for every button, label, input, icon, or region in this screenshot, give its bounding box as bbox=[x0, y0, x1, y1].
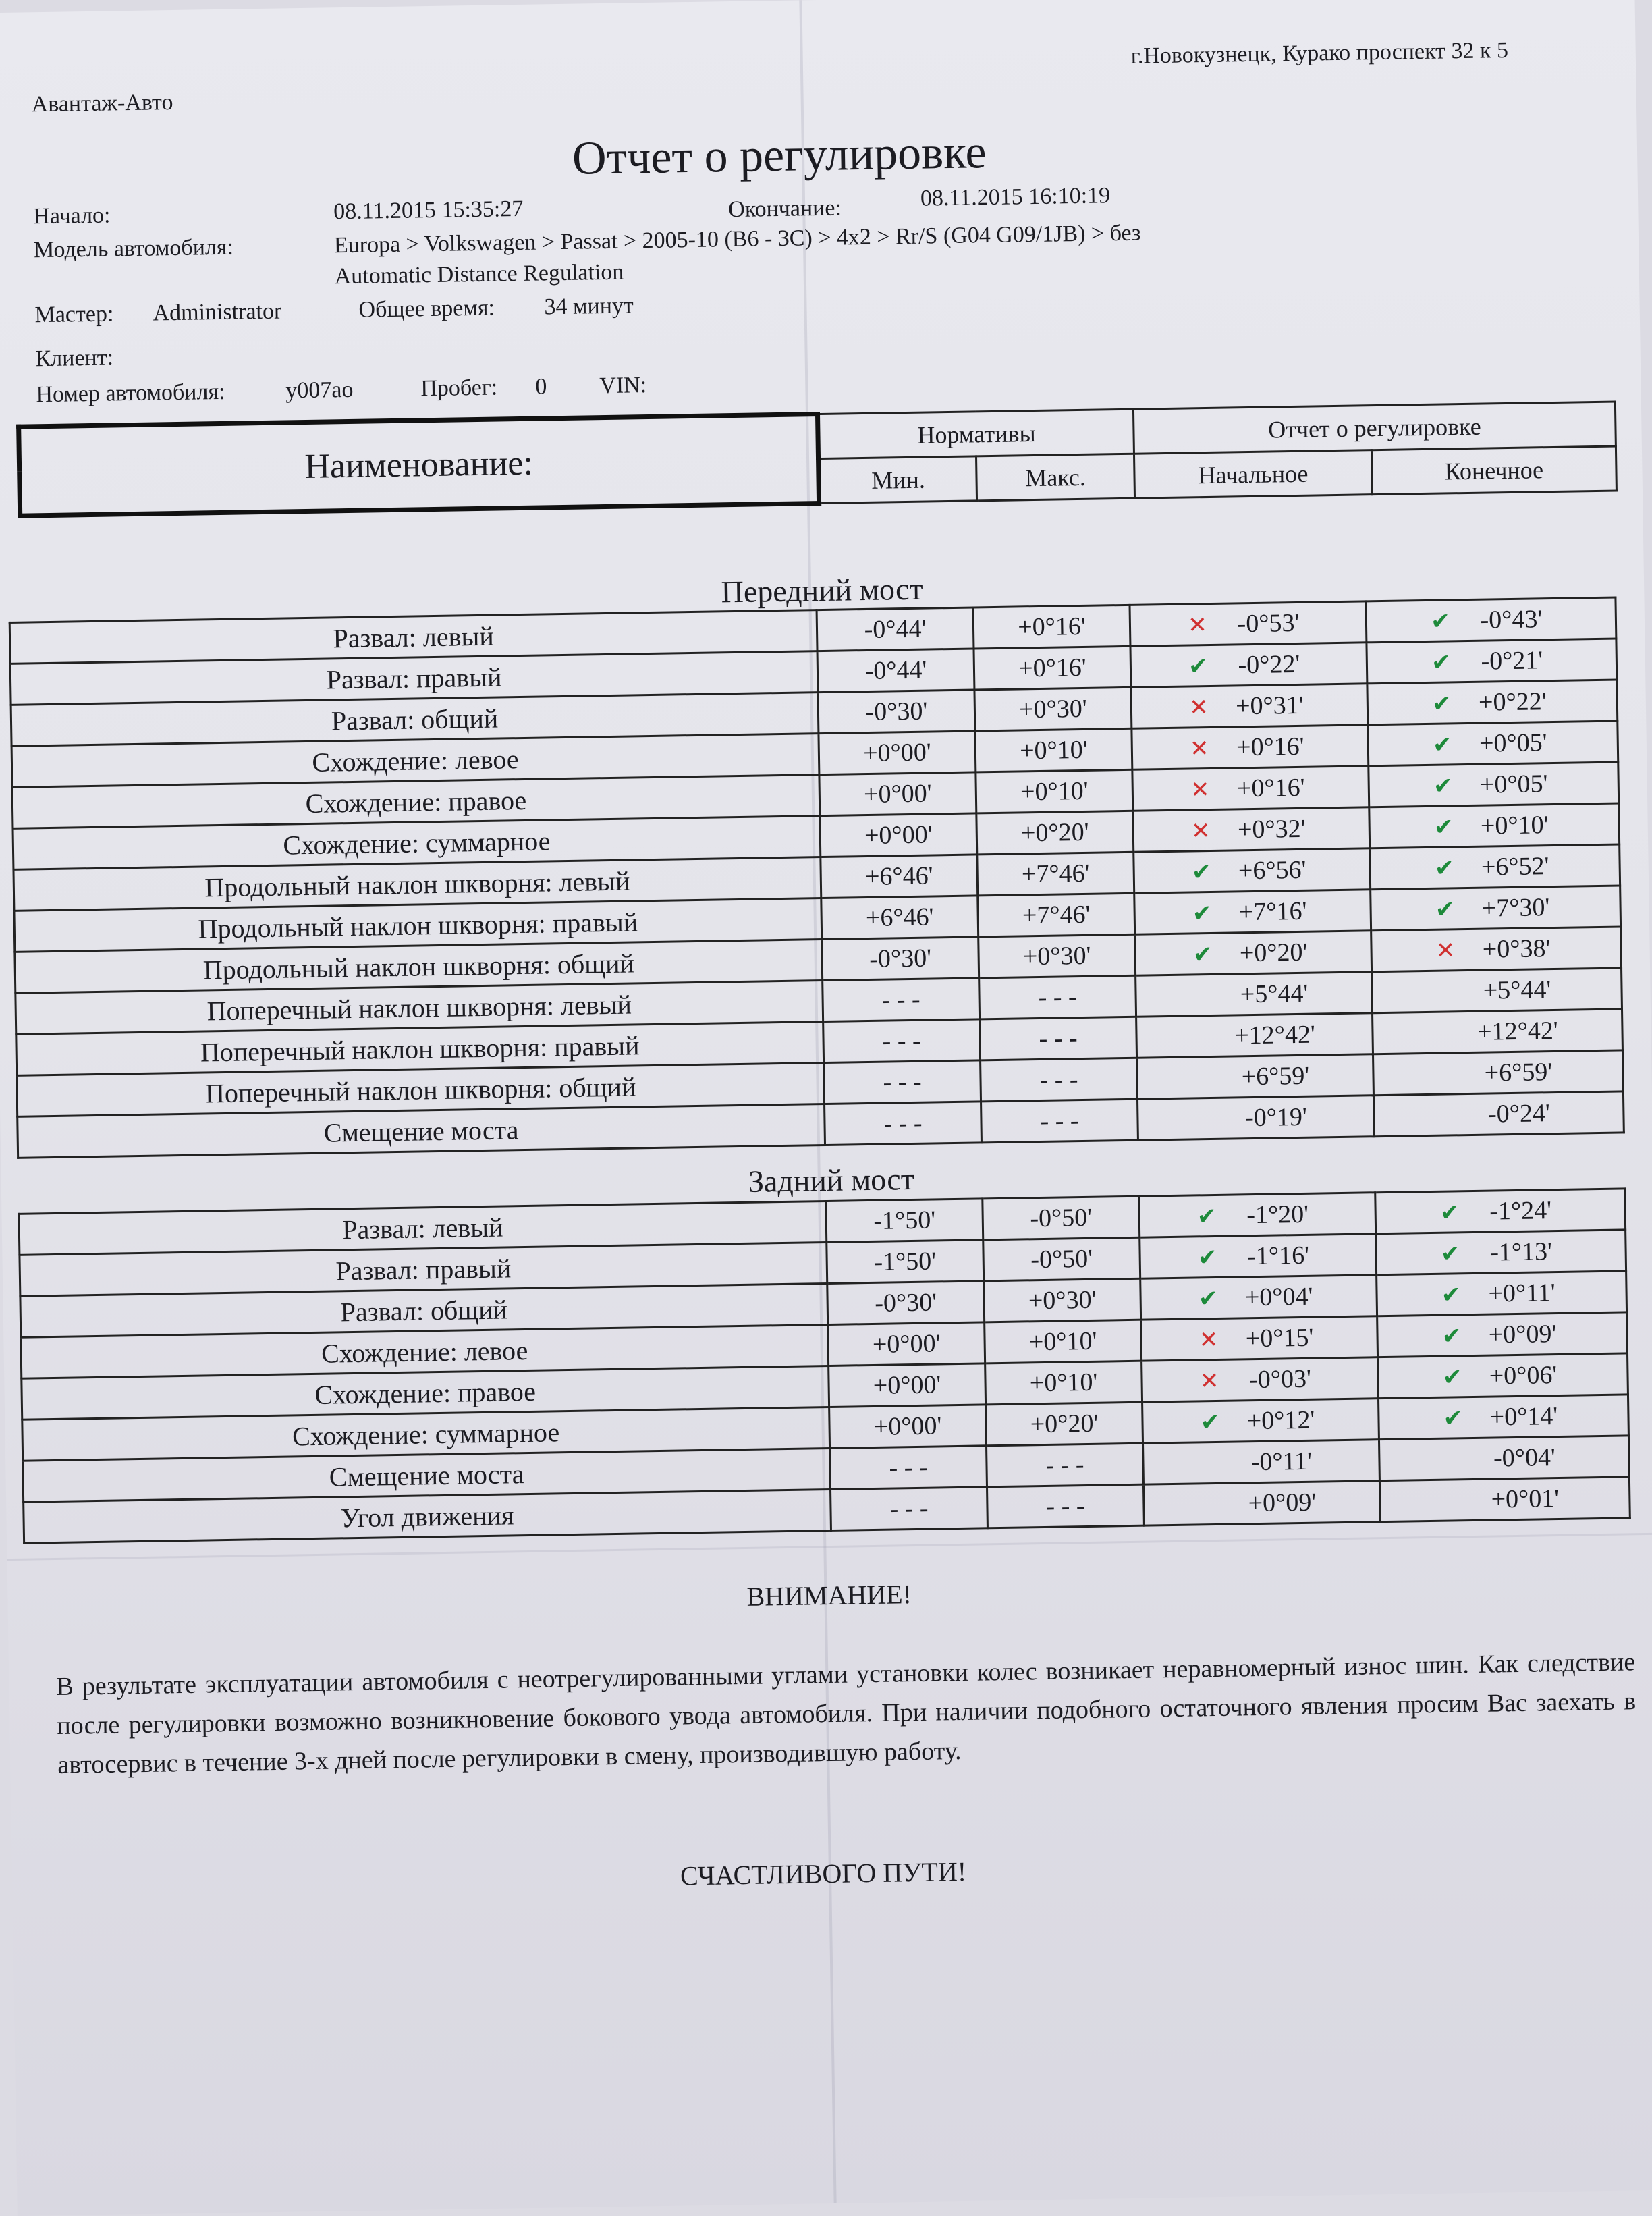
row-min: - - - bbox=[823, 1019, 981, 1063]
row-final bbox=[1378, 1353, 1628, 1399]
row-final bbox=[1379, 1395, 1629, 1440]
row-final bbox=[1373, 1091, 1624, 1137]
company-name: Авантаж-Авто bbox=[31, 90, 173, 117]
cross-icon: ✕ bbox=[1199, 1367, 1219, 1395]
empty-mark bbox=[1434, 1508, 1475, 1509]
row-initial-value: +6°56' bbox=[1238, 855, 1306, 886]
row-final-value: -0°21' bbox=[1481, 646, 1543, 676]
row-initial bbox=[1135, 931, 1372, 975]
end-value: 08.11.2015 16:10:19 bbox=[920, 183, 1111, 211]
row-max: +0°10' bbox=[976, 769, 1133, 813]
empty-mark bbox=[1184, 1085, 1225, 1086]
check-icon: ✔ bbox=[1442, 1363, 1462, 1391]
row-final-value: +6°59' bbox=[1484, 1058, 1553, 1087]
row-initial bbox=[1130, 601, 1367, 646]
header-final: Конечное bbox=[1371, 446, 1616, 495]
row-max: - - - bbox=[981, 1099, 1138, 1143]
check-icon: ✔ bbox=[1192, 899, 1212, 927]
check-icon: ✔ bbox=[1200, 1408, 1220, 1436]
row-max: +0°20' bbox=[986, 1402, 1143, 1446]
check-icon: ✔ bbox=[1432, 731, 1452, 759]
row-min: - - - bbox=[823, 978, 980, 1022]
mileage-label: Пробег: bbox=[420, 375, 498, 402]
row-final-value: +0°09' bbox=[1488, 1320, 1557, 1349]
row-final-value: -0°43' bbox=[1480, 605, 1543, 634]
row-final bbox=[1376, 1230, 1626, 1275]
client-label: Клиент: bbox=[35, 345, 114, 372]
check-icon: ✔ bbox=[1433, 813, 1454, 841]
row-final bbox=[1375, 1189, 1626, 1234]
row-final bbox=[1369, 803, 1620, 848]
row-initial bbox=[1131, 684, 1368, 728]
rear-axle-table bbox=[18, 1187, 1630, 1544]
row-initial-value: -1°20' bbox=[1246, 1199, 1309, 1230]
row-final bbox=[1377, 1312, 1628, 1357]
page-title: Отчет о регулировке bbox=[572, 126, 987, 185]
table-header bbox=[16, 399, 1618, 518]
row-initial-value: +6°59' bbox=[1241, 1061, 1310, 1091]
farewell: СЧАСТЛИВОГО ПУТИ! bbox=[680, 1856, 967, 1891]
row-final bbox=[1379, 1477, 1630, 1522]
row-final-value: -0°04' bbox=[1493, 1443, 1556, 1473]
row-initial bbox=[1132, 725, 1369, 769]
row-max: -0°50' bbox=[983, 1196, 1140, 1240]
row-initial bbox=[1139, 1193, 1376, 1237]
row-name: Продольный наклон шкворня: общий bbox=[15, 940, 823, 994]
row-name: Схождение: суммарное bbox=[22, 1407, 830, 1461]
row-final-value: +12°42' bbox=[1477, 1016, 1559, 1046]
header-min: Мин. bbox=[819, 456, 977, 504]
row-max: +0°10' bbox=[985, 1361, 1142, 1405]
row-initial bbox=[1142, 1399, 1379, 1443]
total-time-value: 34 минут bbox=[544, 293, 634, 320]
row-min: -0°30' bbox=[827, 1281, 985, 1325]
check-icon: ✔ bbox=[1192, 940, 1213, 969]
master-label: Мастер: bbox=[34, 301, 114, 328]
cross-icon: ✕ bbox=[1199, 1326, 1219, 1354]
row-final bbox=[1369, 762, 1619, 807]
row-final-value: -1°13' bbox=[1489, 1237, 1553, 1267]
row-final bbox=[1373, 1050, 1623, 1096]
cross-icon: ✕ bbox=[1187, 612, 1208, 639]
row-name: Поперечный наклон шкворня: общий bbox=[17, 1063, 825, 1117]
row-min: -0°44' bbox=[817, 607, 974, 651]
row-final-value: +6°52' bbox=[1481, 852, 1549, 882]
row-initial-value: -0°22' bbox=[1238, 649, 1300, 680]
row-final-value: +0°10' bbox=[1480, 811, 1549, 840]
check-icon: ✔ bbox=[1434, 855, 1454, 882]
model-line-2: Automatic Distance Regulation bbox=[334, 259, 624, 290]
empty-mark bbox=[1427, 1081, 1468, 1082]
row-max: +7°46' bbox=[978, 893, 1135, 937]
row-min: +0°00' bbox=[819, 772, 976, 816]
row-final bbox=[1371, 886, 1621, 931]
row-initial-value: +0°16' bbox=[1236, 732, 1304, 762]
row-max: - - - bbox=[981, 1058, 1138, 1102]
row-final bbox=[1377, 1271, 1627, 1316]
row-max: - - - bbox=[979, 975, 1136, 1019]
row-min: -1°50' bbox=[827, 1240, 984, 1284]
row-initial-value: +0°20' bbox=[1239, 938, 1308, 968]
row-name: Смещение моста bbox=[23, 1448, 831, 1502]
row-min: - - - bbox=[831, 1487, 988, 1531]
row-initial bbox=[1143, 1440, 1380, 1484]
row-max: +0°10' bbox=[975, 728, 1132, 772]
check-icon: ✔ bbox=[1431, 690, 1452, 718]
row-initial bbox=[1133, 807, 1370, 852]
start-value: 08.11.2015 15:35:27 bbox=[333, 196, 524, 225]
row-max: +0°20' bbox=[976, 811, 1134, 855]
plate-label: Номер автомобиля: bbox=[36, 379, 225, 408]
mileage-value: 0 bbox=[535, 374, 547, 400]
row-initial bbox=[1140, 1234, 1377, 1278]
row-name: Развал: общий bbox=[11, 693, 819, 747]
row-final bbox=[1372, 968, 1622, 1013]
row-final-value: -1°24' bbox=[1489, 1196, 1552, 1226]
row-initial-value: +0°15' bbox=[1245, 1323, 1314, 1353]
row-name: Продольный наклон шкворня: левый bbox=[13, 857, 821, 911]
row-initial-value: +7°16' bbox=[1238, 896, 1307, 927]
row-initial-value: -1°16' bbox=[1246, 1241, 1310, 1271]
row-initial bbox=[1142, 1357, 1379, 1402]
row-initial bbox=[1132, 766, 1369, 811]
header-report: Отчет о регулировке bbox=[1133, 402, 1616, 454]
row-initial-value: +0°16' bbox=[1236, 773, 1305, 803]
row-final-value: +0°05' bbox=[1479, 769, 1548, 799]
row-initial-value: -0°03' bbox=[1248, 1364, 1312, 1395]
row-initial bbox=[1141, 1316, 1378, 1361]
cross-icon: ✕ bbox=[1435, 937, 1456, 965]
vin-label: VIN: bbox=[599, 373, 647, 399]
row-final bbox=[1371, 927, 1622, 972]
row-name: Поперечный наклон шкворня: левый bbox=[16, 981, 823, 1035]
check-icon: ✔ bbox=[1430, 607, 1451, 635]
cross-icon: ✕ bbox=[1190, 817, 1211, 845]
check-icon: ✔ bbox=[1435, 896, 1455, 923]
row-final bbox=[1367, 639, 1617, 684]
end-label: Окончание: bbox=[727, 195, 842, 223]
row-min: +0°00' bbox=[828, 1322, 985, 1366]
row-name: Смещение моста bbox=[18, 1104, 825, 1158]
check-icon: ✔ bbox=[1197, 1243, 1217, 1272]
row-min: +6°46' bbox=[821, 855, 978, 898]
row-min: - - - bbox=[825, 1102, 982, 1145]
plate-value: у007ао bbox=[285, 377, 354, 404]
row-max: +0°30' bbox=[979, 934, 1136, 978]
row-final bbox=[1379, 1436, 1629, 1481]
row-initial bbox=[1136, 972, 1373, 1017]
row-initial-value: +0°04' bbox=[1244, 1282, 1313, 1312]
row-max: +0°10' bbox=[985, 1320, 1142, 1363]
row-max: -0°50' bbox=[983, 1237, 1140, 1281]
row-name: Продольный наклон шкворня: правый bbox=[14, 898, 822, 952]
empty-mark bbox=[1191, 1512, 1232, 1513]
row-initial bbox=[1130, 643, 1367, 687]
row-final-value: +7°30' bbox=[1481, 893, 1550, 923]
row-max: - - - bbox=[980, 1017, 1137, 1060]
row-name: Схождение: правое bbox=[12, 775, 820, 829]
model-line-1: Europa > Volkswagen > Passat > 2005-10 (B6 - 3C) > 4x2 > Rr/S (G04 G09/1JB) > без bbox=[333, 220, 1141, 259]
check-icon: ✔ bbox=[1439, 1199, 1460, 1226]
row-final bbox=[1367, 680, 1618, 725]
warning-title: ВНИМАНИЕ! bbox=[746, 1579, 912, 1612]
row-min: +0°00' bbox=[819, 731, 976, 775]
row-initial-value: +0°32' bbox=[1237, 814, 1306, 844]
row-final-value: +0°22' bbox=[1478, 687, 1547, 717]
row-final bbox=[1366, 597, 1616, 643]
row-initial bbox=[1140, 1275, 1377, 1320]
company-address: г.Новокузнецк, Курако проспект 32 к 5 bbox=[1130, 37, 1509, 69]
row-final-value: -0°24' bbox=[1487, 1099, 1551, 1129]
empty-mark bbox=[1183, 1003, 1223, 1004]
warning-text: В результате эксплуатации автомобиля с неотрегулированными углами установки колес возникает неравномерный износ шин. Как следствие после регулировки возможно возникновение бокового увода автомобиля. При наличии подобного остаточного явления просим Вас заехать в автосервис в течение 3-х дней после регулировки в смену, производившую работу. bbox=[56, 1648, 1636, 1780]
header-norms: Нормативы bbox=[818, 409, 1134, 458]
row-name: Схождение: левое bbox=[11, 734, 819, 788]
row-min: +6°46' bbox=[821, 896, 979, 940]
front-axle-table bbox=[9, 597, 1625, 1159]
row-min: - - - bbox=[824, 1060, 981, 1104]
header-max: Макс. bbox=[976, 454, 1135, 501]
row-initial bbox=[1137, 1054, 1374, 1099]
row-name: Развал: левый bbox=[19, 1201, 827, 1255]
cross-icon: ✕ bbox=[1188, 694, 1209, 722]
row-name: Развал: правый bbox=[20, 1243, 827, 1297]
empty-mark bbox=[1427, 1040, 1467, 1041]
cross-icon: ✕ bbox=[1189, 735, 1209, 763]
check-icon: ✔ bbox=[1433, 772, 1453, 800]
row-max: +7°46' bbox=[977, 852, 1134, 896]
row-final-value: +0°38' bbox=[1482, 934, 1551, 964]
row-initial-value: -0°53' bbox=[1237, 608, 1300, 639]
row-initial bbox=[1134, 848, 1371, 893]
check-icon: ✔ bbox=[1198, 1285, 1218, 1313]
row-initial bbox=[1136, 1013, 1373, 1058]
row-final bbox=[1370, 844, 1620, 890]
row-final bbox=[1368, 721, 1618, 766]
row-initial-value: +5°44' bbox=[1240, 979, 1309, 1009]
row-min: -1°50' bbox=[826, 1199, 983, 1243]
check-icon: ✔ bbox=[1196, 1202, 1217, 1231]
row-final-value: +0°11' bbox=[1488, 1278, 1555, 1308]
row-final-value: +0°05' bbox=[1479, 728, 1547, 758]
check-icon: ✔ bbox=[1440, 1240, 1460, 1268]
row-initial bbox=[1143, 1481, 1380, 1525]
row-final-value: +0°06' bbox=[1489, 1361, 1558, 1390]
row-max: +0°30' bbox=[984, 1278, 1141, 1322]
front-axle-title: Передний мост bbox=[721, 571, 923, 610]
row-final-value: +0°14' bbox=[1489, 1402, 1558, 1432]
row-min: - - - bbox=[830, 1446, 987, 1490]
header-initial: Начальное bbox=[1134, 450, 1372, 499]
row-min: +0°00' bbox=[820, 813, 977, 857]
row-initial-value: -0°19' bbox=[1244, 1102, 1308, 1133]
empty-mark bbox=[1426, 999, 1466, 1000]
row-max: +0°16' bbox=[973, 605, 1130, 649]
master-value: Administrator bbox=[153, 298, 282, 326]
row-initial-value: +0°12' bbox=[1246, 1405, 1315, 1436]
row-min: -0°44' bbox=[817, 649, 974, 693]
row-initial bbox=[1137, 1096, 1374, 1140]
start-label: Начало: bbox=[32, 202, 111, 229]
total-time-label: Общее время: bbox=[358, 295, 495, 323]
rear-axle-title: Задний мост bbox=[748, 1161, 915, 1199]
check-icon: ✔ bbox=[1431, 649, 1451, 676]
row-max: - - - bbox=[987, 1443, 1144, 1487]
check-icon: ✔ bbox=[1191, 858, 1211, 886]
row-name: Схождение: суммарное bbox=[13, 816, 821, 870]
check-icon: ✔ bbox=[1443, 1405, 1463, 1432]
header-name: Наименование: bbox=[19, 414, 819, 516]
row-min: +0°00' bbox=[829, 1405, 987, 1449]
row-initial-value: +12°42' bbox=[1234, 1020, 1316, 1050]
row-name: Развал: общий bbox=[20, 1284, 828, 1338]
row-min: -0°30' bbox=[822, 937, 979, 981]
row-name: Развал: правый bbox=[10, 651, 818, 705]
row-initial bbox=[1134, 890, 1371, 934]
row-final-value: +5°44' bbox=[1483, 975, 1551, 1005]
empty-mark bbox=[1184, 1044, 1224, 1045]
row-name: Развал: левый bbox=[9, 610, 817, 664]
row-min: -0°30' bbox=[818, 690, 975, 734]
row-final bbox=[1373, 1009, 1623, 1054]
row-name: Угол движения bbox=[24, 1489, 831, 1543]
row-initial-value: +0°31' bbox=[1235, 691, 1304, 721]
row-min: +0°00' bbox=[829, 1363, 986, 1407]
row-name: Схождение: правое bbox=[22, 1366, 829, 1420]
check-icon: ✔ bbox=[1441, 1322, 1462, 1350]
row-max: - - - bbox=[987, 1484, 1144, 1528]
row-name: Поперечный наклон шкворня: правый bbox=[16, 1022, 824, 1076]
model-label: Модель автомобиля: bbox=[33, 234, 234, 263]
check-icon: ✔ bbox=[1441, 1281, 1461, 1309]
row-name: Схождение: левое bbox=[21, 1324, 829, 1378]
row-max: +0°30' bbox=[974, 687, 1132, 731]
row-initial-value: -0°11' bbox=[1250, 1447, 1313, 1477]
row-final-value: +0°01' bbox=[1491, 1484, 1560, 1514]
row-initial-value: +0°09' bbox=[1248, 1488, 1317, 1518]
check-icon: ✔ bbox=[1188, 653, 1209, 680]
cross-icon: ✕ bbox=[1190, 776, 1210, 804]
row-max: +0°16' bbox=[974, 646, 1131, 690]
